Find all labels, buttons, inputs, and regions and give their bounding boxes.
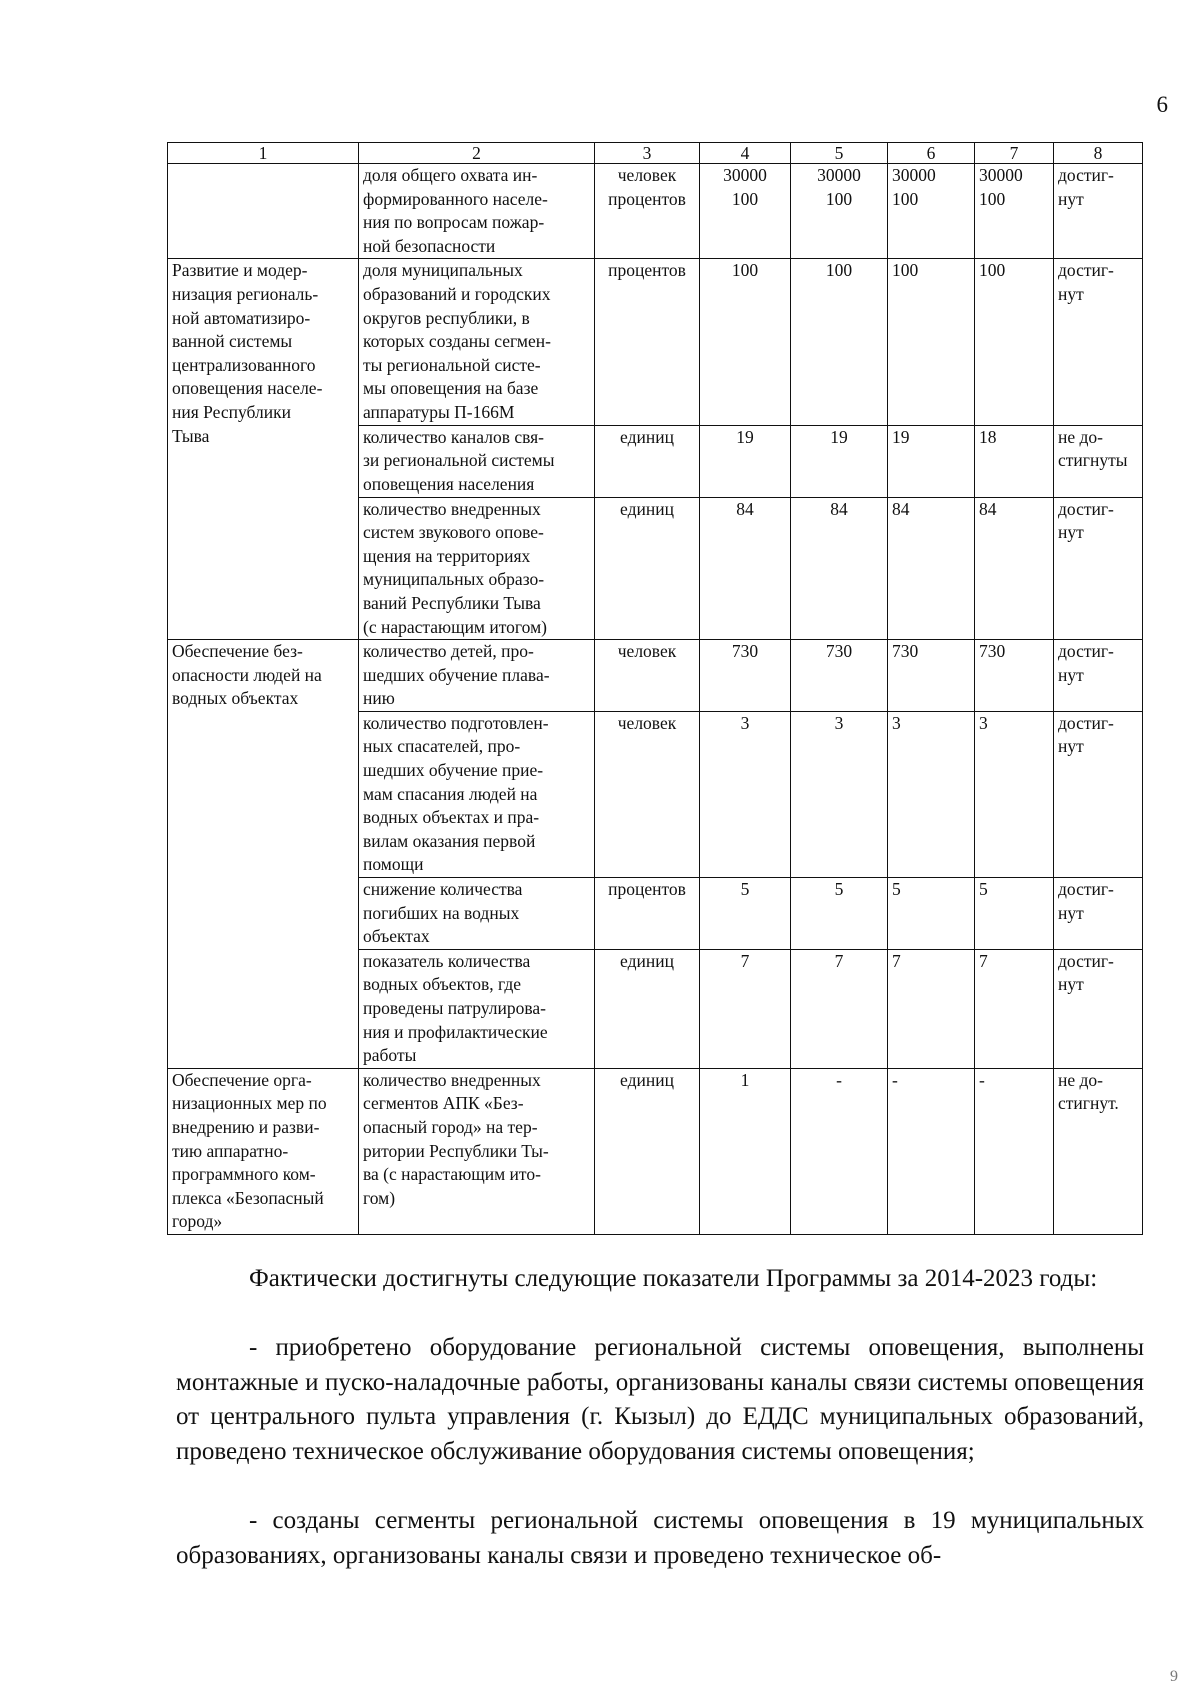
cell-line: ных спасателей, про- <box>363 736 521 757</box>
unit-cell <box>595 425 700 497</box>
cell-line: гом) <box>363 1187 396 1208</box>
value-cell-col4 <box>700 259 791 425</box>
indicator-cell <box>359 711 595 877</box>
table-row <box>168 259 1143 425</box>
cell-line: 5 <box>979 879 988 900</box>
column-number: 6 <box>888 143 975 164</box>
cell-line: работы <box>363 1045 417 1066</box>
cell-line: 5 <box>740 879 750 900</box>
value-cell-col5 <box>791 711 888 877</box>
value-cell-col7 <box>975 711 1054 877</box>
column-number: 5 <box>791 143 888 164</box>
value-cell-col5 <box>791 164 888 259</box>
value-cell-col7 <box>975 497 1054 640</box>
cell-line: достиг- <box>1058 950 1114 971</box>
value-cell-col4 <box>700 1068 791 1234</box>
value-cell-col6 <box>888 497 975 640</box>
column-number: 7 <box>975 143 1054 164</box>
value-cell-col6 <box>888 425 975 497</box>
result-paragraph-1: - приобретено оборудование региональной системы оповещения, выполнены монтажные и пуско-наладочные работы, организованы каналы связи системы оповещения от центрального пульта управления (г. Кызыл) до ЕДДС муниципальных образований, проведено техническое обслуживание оборудования системы оповещения; <box>176 1334 1144 1465</box>
indicator-cell <box>359 497 595 640</box>
cell-line: объектах <box>363 926 430 947</box>
cell-line: достиг- <box>1058 712 1114 733</box>
value-cell-col5 <box>791 425 888 497</box>
cell-line: 3 <box>740 712 750 733</box>
cell-line: сегментов АПК «Без- <box>363 1093 524 1114</box>
cell-line: низация региональ- <box>172 283 319 304</box>
value-cell-col7 <box>975 425 1054 497</box>
value-cell-col7 <box>975 164 1054 259</box>
value-cell-col6 <box>888 164 975 259</box>
indicator-cell <box>359 425 595 497</box>
cell-line: 7 <box>892 950 901 971</box>
cell-line: количество внедренных <box>363 498 541 519</box>
cell-line: 84 <box>979 498 997 519</box>
value-cell-col4 <box>700 425 791 497</box>
cell-line: аппаратуры П-166М <box>363 401 515 422</box>
value-cell-col5 <box>791 1068 888 1234</box>
section-cell <box>168 164 359 259</box>
indicators-table <box>167 142 1143 1235</box>
status-cell <box>1054 164 1143 259</box>
unit-cell <box>595 949 700 1068</box>
cell-line: процентов <box>608 260 686 281</box>
cell-line: 730 <box>892 641 919 662</box>
cell-line: достиг- <box>1058 165 1114 185</box>
cell-line: стигнут. <box>1058 1093 1119 1114</box>
cell-line: человек <box>617 641 677 662</box>
cell-line: ния Республики <box>172 401 291 422</box>
cell-line: которых созданы сегмен- <box>363 331 551 352</box>
section-cell <box>168 259 359 640</box>
cell-line: 730 <box>825 641 853 662</box>
cell-line: количество подготовлен- <box>363 712 549 733</box>
value-cell-col4 <box>700 640 791 712</box>
value-cell-col7 <box>975 259 1054 425</box>
cell-line: 100 <box>979 260 1006 281</box>
value-cell-col6 <box>888 878 975 950</box>
value-cell-col7 <box>975 640 1054 712</box>
cell-line: централизованного <box>172 354 316 375</box>
cell-line: нут <box>1058 664 1084 685</box>
cell-line: Тыва <box>172 425 210 446</box>
cell-line: 100 <box>892 188 919 209</box>
cell-line: мы оповещения на базе <box>363 378 539 399</box>
cell-line: 100 <box>731 188 759 209</box>
cell-line: ва (с нарастающим ито- <box>363 1164 541 1185</box>
cell-line: единиц <box>620 1069 674 1090</box>
cell-line: количество внедренных <box>363 1069 541 1090</box>
cell-line: водных объектах <box>172 688 299 709</box>
cell-line: ной автоматизиро- <box>172 307 311 328</box>
cell-line: нут <box>1058 522 1084 543</box>
unit-cell <box>595 640 700 712</box>
cell-line: 100 <box>731 260 759 281</box>
cell-line: 100 <box>825 188 853 209</box>
cell-line: мам спасания людей на <box>363 783 538 804</box>
cell-line: водных объектов, где <box>363 974 522 995</box>
result-paragraph-2: - созданы сегменты региональной системы оповещения в 19 муниципальных образованиях, организованы каналы связи и проведено техническое об- <box>176 1507 1144 1569</box>
cell-line: щения на территориях <box>363 545 531 566</box>
cell-line: образований и городских <box>363 283 551 304</box>
unit-cell <box>595 1068 700 1234</box>
cell-line: 730 <box>979 641 1006 662</box>
cell-line: нут <box>1058 188 1084 209</box>
cell-line: 730 <box>731 641 759 662</box>
indicator-cell <box>359 1068 595 1234</box>
cell-line: 7 <box>740 950 750 971</box>
cell-line: вилам оказания первой <box>363 830 536 851</box>
cell-line: 30000 <box>979 165 1023 185</box>
status-cell <box>1054 425 1143 497</box>
cell-line: водных объектах и пра- <box>363 807 540 828</box>
column-number: 4 <box>700 143 791 164</box>
cell-line: оповещения населения <box>363 473 535 494</box>
value-cell-col4 <box>700 878 791 950</box>
cell-line: 3 <box>892 712 901 733</box>
cell-line: не до- <box>1058 1069 1103 1090</box>
table-row <box>168 164 1143 259</box>
value-cell-col7 <box>975 878 1054 950</box>
cell-line: внедрению и разви- <box>172 1116 320 1137</box>
cell-line: муниципальных образо- <box>363 569 545 590</box>
value-cell-col7 <box>975 949 1054 1068</box>
indicator-cell <box>359 640 595 712</box>
cell-line: 5 <box>892 879 901 900</box>
cell-line: 19 <box>892 426 910 447</box>
cell-line: 7 <box>834 950 844 971</box>
value-cell-col4 <box>700 497 791 640</box>
unit-cell <box>595 497 700 640</box>
cell-line: город» <box>172 1211 223 1232</box>
cell-line: достиг- <box>1058 879 1114 900</box>
status-cell <box>1054 711 1143 877</box>
cell-line: 5 <box>834 879 844 900</box>
column-number: 8 <box>1054 143 1143 164</box>
cell-line: ной безопасности <box>363 235 496 256</box>
cell-line: - <box>892 1069 898 1090</box>
cell-line: ванной системы <box>172 331 293 352</box>
unit-cell <box>595 711 700 877</box>
status-cell <box>1054 1068 1143 1234</box>
cell-line: нию <box>363 688 395 709</box>
cell-line: 30000 <box>892 165 936 185</box>
value-cell-col6 <box>888 640 975 712</box>
cell-line: - <box>836 1069 842 1090</box>
cell-line: шедших обучение плава- <box>363 664 550 685</box>
table-row <box>168 640 1143 712</box>
cell-line: 84 <box>736 498 754 519</box>
cell-line: доля общего охвата ин- <box>363 165 538 185</box>
column-number: 2 <box>359 143 595 164</box>
cell-line: 3 <box>834 712 844 733</box>
cell-line: округов республики, в <box>363 307 530 328</box>
cell-line: погибших на водных <box>363 902 520 923</box>
value-cell-col7 <box>975 1068 1054 1234</box>
cell-line: процентов <box>608 879 686 900</box>
value-cell-col5 <box>791 949 888 1068</box>
page-number: 6 <box>1156 92 1168 117</box>
cell-line: не до- <box>1058 426 1103 447</box>
value-cell-col4 <box>700 711 791 877</box>
value-cell-col6 <box>888 949 975 1068</box>
cell-line: ритории Республики Ты- <box>363 1140 549 1161</box>
cell-line: систем звукового опове- <box>363 522 544 543</box>
cell-line: опасности людей на <box>172 664 322 685</box>
status-cell <box>1054 259 1143 425</box>
cell-line: оповещения населе- <box>172 378 323 399</box>
cell-line: 30000 <box>723 165 767 185</box>
cell-line: плекса «Безопасный <box>172 1187 324 1208</box>
cell-line: 18 <box>979 426 997 447</box>
cell-line: нут <box>1058 736 1084 757</box>
value-cell-col4 <box>700 949 791 1068</box>
column-number: 3 <box>595 143 700 164</box>
value-cell-col6 <box>888 1068 975 1234</box>
cell-line: человек <box>617 165 677 185</box>
value-cell-col5 <box>791 259 888 425</box>
value-cell-col6 <box>888 711 975 877</box>
cell-line: 1 <box>740 1069 750 1090</box>
cell-line: 30000 <box>817 165 861 185</box>
cell-line: низационных мер по <box>172 1093 327 1114</box>
indicator-cell <box>359 259 595 425</box>
cell-line: нут <box>1058 974 1084 995</box>
cell-line: помощи <box>363 854 424 875</box>
cell-line: (с нарастающим итогом) <box>363 616 547 637</box>
indicator-cell <box>359 164 595 259</box>
summary-paragraph: Фактически достигнуты следующие показатели Программы за 2014-2023 годы: <box>249 1265 1098 1292</box>
cell-line: нут <box>1058 283 1084 304</box>
cell-line: единиц <box>620 426 674 447</box>
status-cell <box>1054 640 1143 712</box>
section-cell <box>168 640 359 1069</box>
cell-line: доля муниципальных <box>363 260 523 281</box>
cell-line: Обеспечение орга- <box>172 1069 312 1090</box>
corner-mark: 9 <box>1170 1668 1178 1685</box>
unit-cell <box>595 259 700 425</box>
cell-line: формированного населе- <box>363 188 548 209</box>
cell-line: Развитие и модер- <box>172 260 308 281</box>
cell-line: ваний Республики Тыва <box>363 592 541 613</box>
cell-line: достиг- <box>1058 641 1114 662</box>
cell-line: единиц <box>620 498 674 519</box>
cell-line: процентов <box>608 188 686 209</box>
value-cell-col6 <box>888 259 975 425</box>
cell-line: стигнуты <box>1058 450 1128 471</box>
column-number: 1 <box>168 143 359 164</box>
cell-line: 19 <box>830 426 848 447</box>
cell-line: 100 <box>825 260 853 281</box>
cell-line: ния и профилактические <box>363 1021 548 1042</box>
cell-line: 3 <box>979 712 988 733</box>
cell-line: зи региональной системы <box>363 450 555 471</box>
cell-line: ния по вопросам пожар- <box>363 212 545 233</box>
cell-line: 84 <box>830 498 848 519</box>
value-cell-col5 <box>791 878 888 950</box>
indicator-cell <box>359 878 595 950</box>
cell-line: единиц <box>620 950 674 971</box>
cell-line: человек <box>617 712 677 733</box>
section-cell <box>168 1068 359 1234</box>
indicator-cell <box>359 949 595 1068</box>
unit-cell <box>595 164 700 259</box>
cell-line: достиг- <box>1058 260 1114 281</box>
cell-line: программного ком- <box>172 1164 316 1185</box>
cell-line: тию аппаратно- <box>172 1140 289 1161</box>
value-cell-col5 <box>791 497 888 640</box>
value-cell-col5 <box>791 640 888 712</box>
cell-line: 100 <box>979 188 1006 209</box>
status-cell <box>1054 878 1143 950</box>
cell-line: достиг- <box>1058 498 1114 519</box>
cell-line: снижение количества <box>363 879 523 900</box>
column-number-row <box>168 143 1143 164</box>
status-cell <box>1054 497 1143 640</box>
status-cell <box>1054 949 1143 1068</box>
cell-line: количество каналов свя- <box>363 426 545 447</box>
table-row <box>168 1068 1143 1234</box>
cell-line: 84 <box>892 498 910 519</box>
cell-line: ты региональной систе- <box>363 354 541 375</box>
cell-line: количество детей, про- <box>363 641 534 662</box>
cell-line: нут <box>1058 902 1084 923</box>
unit-cell <box>595 878 700 950</box>
cell-line: Обеспечение без- <box>172 641 303 662</box>
cell-line: 19 <box>736 426 754 447</box>
value-cell-col4 <box>700 164 791 259</box>
cell-line: 7 <box>979 950 988 971</box>
cell-line: проведены патрулирова- <box>363 998 546 1018</box>
cell-line: показатель количества <box>363 950 531 971</box>
cell-line: 100 <box>892 260 919 281</box>
cell-line: опасный город» на тер- <box>363 1116 538 1137</box>
cell-line: шедших обучение прие- <box>363 760 544 781</box>
cell-line: - <box>979 1069 985 1090</box>
